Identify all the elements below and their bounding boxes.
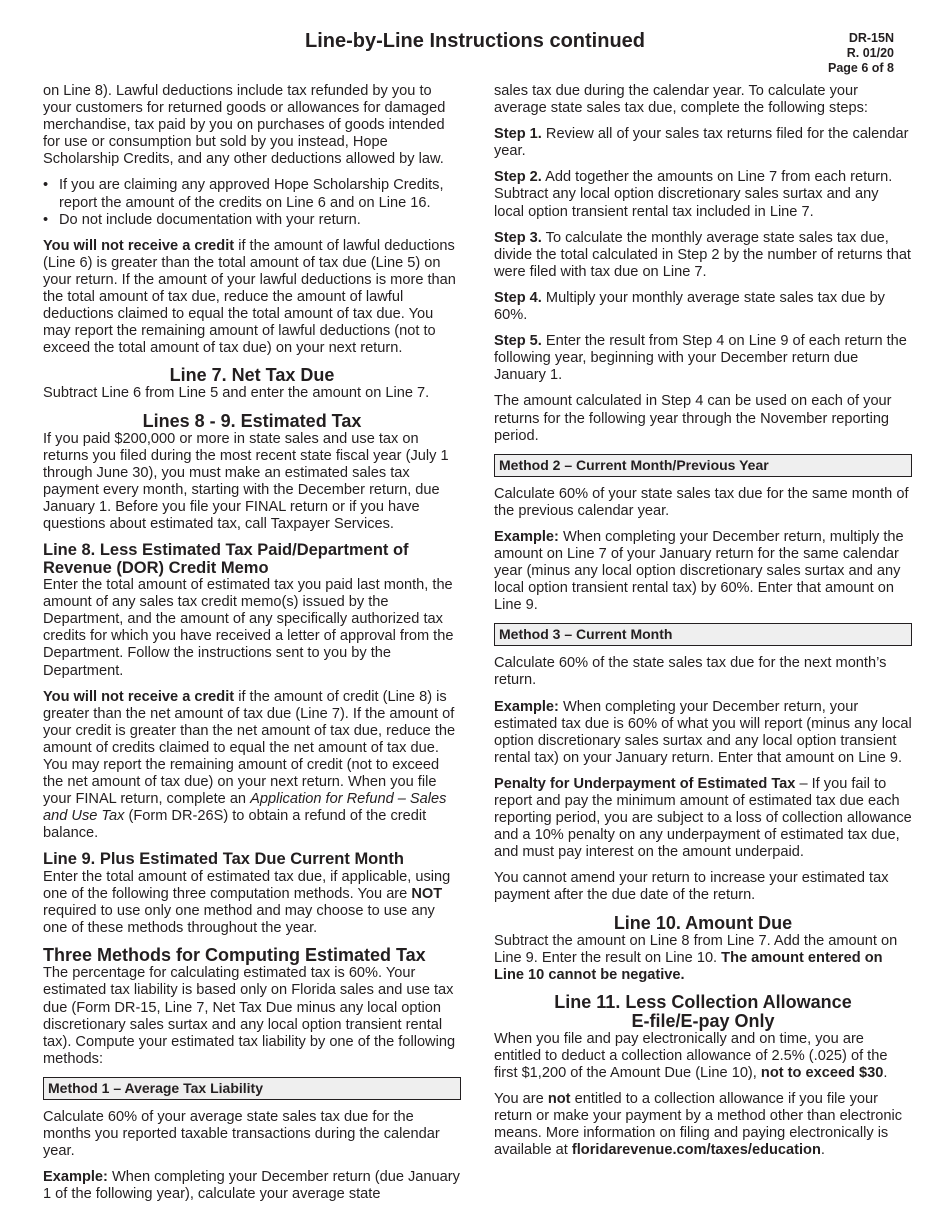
- method3-example-label: Example:: [494, 698, 559, 715]
- line8-heading: Line 8. Less Estimated Tax Paid/Department of Revenue (DOR) Credit Memo: [43, 541, 409, 577]
- form-identifier: [828, 31, 894, 76]
- line11-heading-b: E-file/E-pay Only: [631, 1010, 775, 1031]
- step-4-label: Step 4.: [494, 289, 542, 306]
- page-title: Line-by-Line Instructions continued: [305, 30, 645, 52]
- line9-text-a: Enter the total amount of estimated tax due, if applicable, using one of the following three computation methods. You are: [43, 868, 451, 903]
- method2-example-text: When completing your December return, multiply the amount on Line 7 of your January return for the same calendar year (minus any local option discretionary sales surtax and any local option transient rental tax) by 60%. Enter that amount on Line 9.: [494, 528, 904, 614]
- method2-paragraph: Calculate 60% of your state sales tax due for the same month of the previous calendar year.: [494, 485, 909, 519]
- method3-paragraph: Calculate 60% of the state sales tax due for the next month’s return.: [494, 655, 887, 689]
- refund-form-title: Application for Refund – Sales and Use Tax: [43, 791, 447, 825]
- no-credit-text: if the amount of lawful deductions (Line 6) is greater than the total amount of tax due (Line 5) on your return. If the amount of your lawful deductions is more than the total amount of tax due, reduce the amount of lawful deductions claimed to equal the total amount of tax due. You may report the remaining amount of lawful deductions (not to exceed the total amount of tax due) on your next return.: [43, 237, 456, 357]
- average-continued-paragraph: sales tax due during the calendar year. To calculate your average state sales tax due, complete the following steps:: [494, 83, 868, 117]
- method1-paragraph: Calculate 60% of your average state sales tax due for the months you reported taxable transactions during the calendar year.: [43, 1108, 440, 1160]
- line7-heading: Line 7. Net Tax Due: [169, 365, 335, 386]
- method3-box: Method 3 – Current Month: [494, 623, 912, 646]
- method1-box: Method 1 – Average Tax Liability: [43, 1077, 461, 1100]
- deduction-bullets: [43, 177, 461, 228]
- step-3: [494, 230, 912, 281]
- line11-text: When you file and pay electronically and on time, you are entitled to deduct a collection allowance of 2.5% (.025) of the first $1,200 of the Amount Due (Line 10),: [494, 1030, 888, 1082]
- amend-paragraph: You cannot amend your return to increase your estimated tax payment after the due date of the return.: [494, 870, 889, 904]
- electronic-info-paragraph: [494, 1091, 912, 1159]
- penalty-paragraph: [494, 776, 912, 861]
- penalty-label: Penalty for Underpayment of Estimated Tax: [494, 775, 796, 792]
- line11-paragraph: [494, 1031, 912, 1082]
- line10-text: Subtract the amount on Line 8 from Line 7. Add the amount on Line 9. Enter the result on Line 10.: [494, 932, 898, 966]
- step-5-label: Step 5.: [494, 333, 542, 350]
- method2-example: [494, 529, 912, 614]
- line89-paragraph: If you paid $200,000 or more in state sales and use tax on returns you filed during the most recent state fiscal year (July 1 through June 30), you must make an estimated sales tax payment every month, starting with the December return, due January 1. Before you file your FINAL return or if you have questions about estimated tax, call Taxpayer Services.: [43, 430, 449, 532]
- step-5-text: Enter the result from Step 4 on Line 9 of each return the following year, beginning with your December return due January 1.: [494, 333, 907, 384]
- line9-heading: Line 9. Plus Estimated Tax Due Current Month: [43, 850, 404, 869]
- method1-example: [43, 1169, 461, 1203]
- line9-text-b: required to use only one method and may choose to use any one of these methods throughout the year.: [43, 903, 435, 937]
- line11-heading-a: Line 11. Less Collection Allowance: [554, 991, 852, 1012]
- line11-bold: not to exceed $30: [760, 1065, 884, 1082]
- electronic-text-a: You are: [494, 1091, 548, 1108]
- step-2-text: Add together the amounts on Line 7 from each return. Subtract any local option discretionary sales surtax and any local option transient rental tax included in Line 7.: [494, 169, 893, 220]
- step-3-text: To calculate the monthly average state sales tax due, divide the total calculated in Step 2 by the number of returns that were filed with tax due on Line 7.: [494, 229, 911, 280]
- method1-example-text: When completing your December return (due January 1 of the following year), calculate your average state: [43, 1169, 460, 1203]
- form-number: DR-15N: [848, 31, 894, 45]
- line7-paragraph: Subtract Line 6 from Line 5 and enter the amount on Line 7.: [43, 385, 430, 402]
- line9-not-bold: NOT: [411, 886, 443, 903]
- line8-paragraph: Enter the total amount of estimated tax you paid last month, the amount of any sales tax credit memo(s) issued by the Department, and the amount of any specifically authorized tax credits for which you have received a letter of approval from the Department. Follow the instructions sent to you by the Department.: [43, 577, 454, 679]
- penalty-text: – If you fail to report and pay the minimum amount of estimated tax due each reporting period, you are subject to a loss of collection allowance and a 10% penalty on any underpayment of estimated tax due, and must pay interest on the amount underpaid.: [494, 775, 912, 861]
- step-1-label: Step 1.: [494, 126, 542, 143]
- line8-credit-bold: You will not receive a credit: [43, 688, 235, 705]
- method3-example: [494, 699, 912, 767]
- line10-paragraph: [494, 933, 912, 984]
- three-methods-heading: Three Methods for Computing Estimated Tax: [43, 945, 426, 966]
- step-5: [494, 333, 912, 384]
- form-revision: R. 01/20: [846, 46, 894, 60]
- right-column: [494, 83, 912, 1169]
- step-4: [494, 290, 912, 324]
- line9-paragraph: [43, 869, 461, 937]
- step-3-label: Step 3.: [494, 229, 542, 246]
- electronic-text-b: entitled to a collection allowance if you file your return or make your payment by a method other than electronic means. More information on filing and paying electronically is available at: [494, 1091, 903, 1159]
- step-2: [494, 169, 912, 220]
- no-credit-deductions-paragraph: [43, 238, 461, 358]
- line11-heading: [494, 993, 912, 1031]
- step-summary-paragraph: The amount calculated in Step 4 can be used on each of your returns for the following year through the November reporting period.: [494, 393, 892, 444]
- page-number: Page 6 of 8: [828, 61, 894, 75]
- line8-credit-end: (Form DR-26S) to obtain a refund of the credit balance.: [43, 808, 427, 842]
- line10-bold: The amount entered on Line 10 cannot be negative.: [494, 949, 883, 983]
- left-column: [43, 83, 461, 1212]
- three-methods-paragraph: The percentage for calculating estimated tax is 60%. Your estimated tax liability is based only on Florida sales and use tax due (Form DR-15, Line 7, Net Tax Due minus any local option discretionary sales surtax and any local option transient rental tax). Compute your estimated tax liability by one of the following methods:: [43, 965, 456, 1067]
- method3-example-text: When completing your December return, your estimated tax due is 60% of what you will report (minus any local option discretionary sales surtax and any local option transient rental tax) on your January return. Enter that amount on Line 9.: [494, 698, 912, 766]
- method2-box: Method 2 – Current Month/Previous Year: [494, 454, 912, 477]
- step-2-label: Step 2.: [494, 169, 542, 186]
- electronic-end: .: [820, 1142, 825, 1159]
- method2-example-label: Example:: [494, 528, 559, 545]
- line89-heading: Lines 8 - 9. Estimated Tax: [142, 410, 362, 431]
- line8-credit-paragraph: [43, 689, 461, 843]
- bullet-hope-scholarship: • If you are claiming any approved Hope Scholarship Credits, report the amount of the credits on Line 6 and on Line 16.: [43, 177, 461, 211]
- bullet-no-documentation: • Do not include documentation with your return.: [43, 212, 461, 229]
- step-1: [494, 126, 912, 160]
- line11-end: .: [883, 1065, 888, 1082]
- electronic-not-bold: not: [547, 1091, 571, 1108]
- step-4-text: Multiply your monthly average state sales tax due by 60%.: [494, 289, 885, 324]
- lawful-deductions-paragraph: on Line 8). Lawful deductions include tax refunded by you to your customers for returned goods or allowances for damaged merchandise, tax paid by you on purchases of goods intended for use or consumption but sold by you instead, Hope Scholarship Credits, and any other deductions allowed by law.: [43, 83, 446, 168]
- line10-heading: Line 10. Amount Due: [613, 912, 793, 933]
- method1-example-label: Example:: [43, 1169, 108, 1186]
- no-credit-bold: You will not receive a credit: [43, 237, 235, 254]
- education-link[interactable]: floridarevenue.com/taxes/education: [571, 1142, 821, 1159]
- step-1-text: Review all of your sales tax returns filed for the calendar year.: [494, 126, 909, 160]
- line8-credit-text: if the amount of credit (Line 8) is greater than the net amount of tax due (Line 7). If the amount of your credit is greater than the net amount of tax due, reduce the amount of credits claimed to equal the net amount of tax due. You may report the remaining amount of credit (not to exceed the net amount of tax due) on your next return. When you file your FINAL return, complete an: [43, 688, 456, 808]
